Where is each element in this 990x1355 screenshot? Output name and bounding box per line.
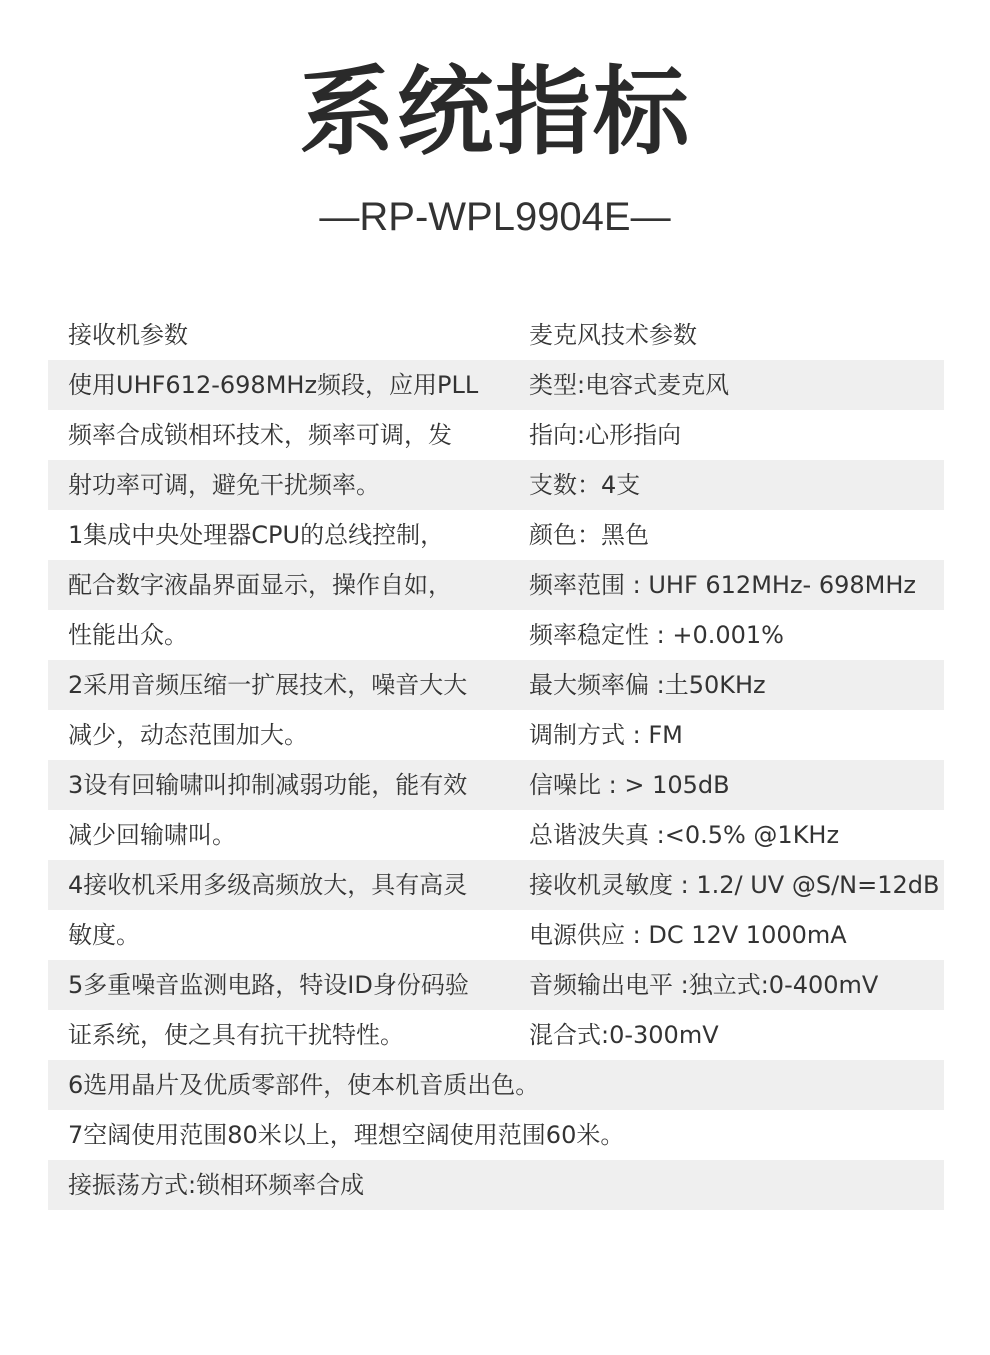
spec-row	[48, 710, 944, 760]
receiver-spec-text: 6选用晶片及优质零部件，使本机音质出色。	[68, 1071, 540, 1099]
receiver-params-heading: 接收机参数	[68, 321, 188, 349]
spec-row	[48, 760, 944, 810]
mic-spec-text: 颜色：黑色	[529, 521, 649, 549]
spec-row	[48, 410, 944, 460]
mic-spec-text: 频率稳定性 : +0.001%	[529, 621, 784, 649]
receiver-spec-text: 2采用音频压缩一扩展技术，噪音大大	[68, 671, 468, 699]
receiver-spec-text: 使用UHF612-698MHz频段，应用PLL	[68, 371, 479, 399]
spec-row	[48, 1010, 944, 1060]
spec-row	[48, 810, 944, 860]
mic-spec-text: 最大频率偏 :土50KHz	[529, 671, 766, 699]
receiver-spec-text: 性能出众。	[68, 621, 188, 649]
receiver-spec-text: 7空阔使用范围80米以上，理想空阔使用范围60米。	[68, 1121, 625, 1149]
receiver-spec-text: 敏度。	[68, 921, 140, 949]
receiver-spec-text: 证系统，使之具有抗干扰特性。	[68, 1021, 404, 1049]
spec-row	[48, 460, 944, 510]
spec-row	[48, 660, 944, 710]
spec-row	[48, 310, 944, 360]
mic-spec-text: 类型:电容式麦克风	[529, 371, 730, 399]
spec-row	[48, 560, 944, 610]
receiver-spec-text: 配合数字液晶界面显示，操作自如，	[68, 571, 452, 599]
spec-row	[48, 510, 944, 560]
mic-spec-text: 混合式:0-300mV	[529, 1021, 719, 1049]
spec-row	[48, 1160, 944, 1210]
spec-row	[48, 610, 944, 660]
model-subtitle: —RP-WPL9904E—	[319, 195, 671, 239]
receiver-spec-text: 3设有回输啸叫抑制减弱功能，能有效	[68, 771, 468, 799]
receiver-spec-text: 5多重噪音监测电路，特设ID身份码验	[68, 971, 469, 999]
mic-params-heading: 麦克风技术参数	[529, 321, 697, 349]
mic-spec-text: 调制方式 : FM	[529, 721, 683, 749]
mic-spec-text: 电源供应 : DC 12V 1000mA	[529, 921, 847, 949]
receiver-spec-text: 减少，动态范围加大。	[68, 721, 308, 749]
receiver-spec-text: 4接收机采用多级高频放大，具有高灵	[68, 871, 468, 899]
mic-spec-text: 总谐波失真 :<0.5% @1KHz	[529, 821, 840, 849]
mic-spec-text: 指向:心形指向	[529, 421, 682, 449]
mic-spec-text: 支数：4支	[529, 471, 641, 499]
spec-row	[48, 910, 944, 960]
mic-spec-text: 信噪比 : > 105dB	[529, 771, 730, 799]
receiver-spec-text: 射功率可调，避免干扰频率。	[68, 471, 380, 499]
spec-table	[48, 310, 944, 1210]
page-title: 系统指标	[299, 56, 691, 168]
receiver-spec-text: 接振荡方式:锁相环频率合成	[68, 1171, 365, 1199]
spec-row	[48, 360, 944, 410]
mic-spec-text: 频率范围 : UHF 612MHz- 698MHz	[529, 571, 916, 599]
receiver-spec-text: 减少回输啸叫。	[68, 821, 236, 849]
mic-spec-text: 音频输出电平 :独立式:0-400mV	[529, 971, 879, 999]
spec-row	[48, 960, 944, 1010]
spec-row	[48, 860, 944, 910]
receiver-spec-text: 频率合成锁相环技术，频率可调，发	[68, 421, 452, 449]
spec-row	[48, 1110, 944, 1160]
mic-spec-text: 接收机灵敏度 : 1.2/ UV @S/N=12dB	[529, 871, 940, 899]
spec-row	[48, 1060, 944, 1110]
receiver-spec-text: 1集成中央处理器CPU的总线控制，	[68, 521, 445, 549]
